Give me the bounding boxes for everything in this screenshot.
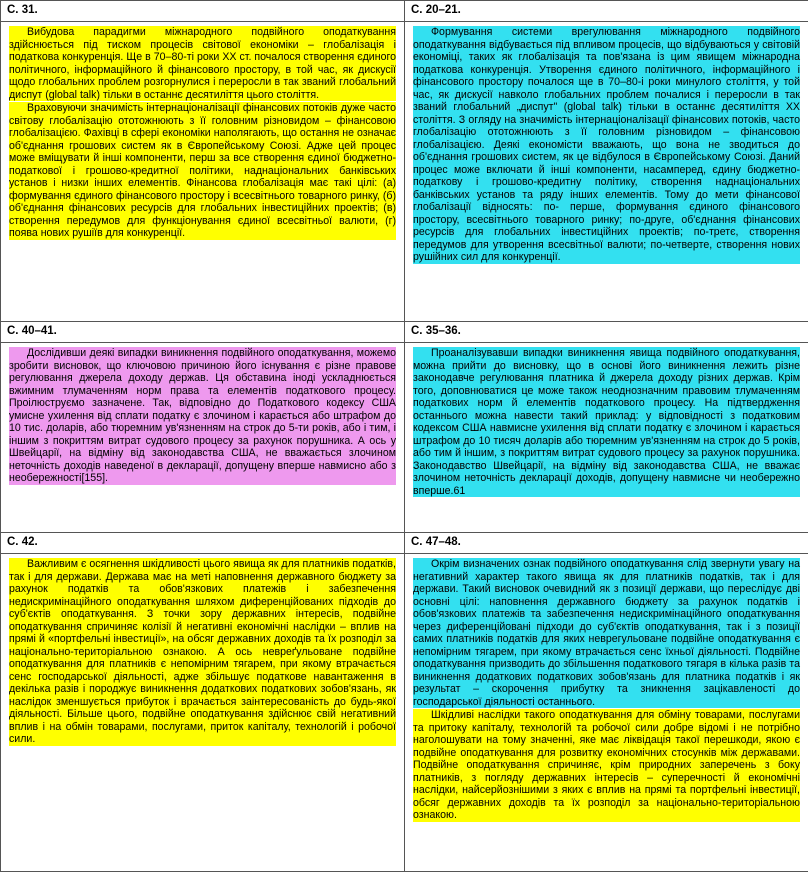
table-row [1, 322, 808, 343]
text-cell [1, 22, 405, 322]
text-cell [405, 343, 808, 533]
page-ref: С. 20–21. [411, 4, 461, 16]
page-ref: С. 42. [7, 536, 38, 548]
table-row [1, 343, 808, 533]
header-cell [1, 533, 405, 554]
text-block [1, 22, 404, 245]
text-cell [1, 343, 405, 533]
text-block [405, 343, 808, 502]
header-cell [405, 1, 808, 22]
paragraph: Формування системи врегулювання міжнародного подвійного оподаткування відбувається під впливом процесів, що відбуваються у світовій економіці, таких як глобалізація та пов'язана із цим явищем міжнародна податкова конкуренція. Утворення єдиного політичного, інформаційного і фінансового простору почалося ще в 70–80-і роки минулого століття, у той час, як дискусії навколо глобальних проблем почалися і переросли в так званий глобальний „диспут" (global talk) тільки в останнє десятиліття XX століття. З огляду на значимість інтернаціоналізації фінансових потоків, часто глобалізацію ототожнюють з її головним різновидом – фінансовою глобалізацією. Деякі економісти вважають, що вона не зводиться до об'єднання грошових систем, як це відбулося в Європейському Союзі. Даний процес може включати й інші компоненти, насамперед, єдину бюджетно-податкову і грошово-кредитну політику, створення наднаціональних банківських установ та ряду інших елементів. Тому до мети фінансової глобалізації відносять: по- перше, формування єдиного фінансового простору, всесвітнього товарного ринку; по-друге, об'єднання фінансових ресурсів для глобальних інвестиційних проектів; по-третє, створення передумов для утворення всесвітньої валюти; по-четверте, створення нових рушійних сил для конкуренції. [413, 26, 800, 263]
page-ref: С. 40–41. [7, 325, 57, 337]
paragraph: Окрім визначених ознак подвійного оподаткування слід звернути увагу на негативний характер такого явища як для платників податків, так і для держави. Такий висновок очевидний як з позиції держави, що переслідує дві основні цілі: наповнення державного бюджету за рахунок податків і обов'язкових платежів та забезпечення недискримінаційного оподаткування через диференційовані підходи до суб'єктів оподаткування, так і з позиції самих платників податків для яких неврегульоване подвійне оподаткування є непомірним тягарем, при якому втрачається сенс їхньої діяльності. Подвійне оподаткування призводить до збільшення податкового тягаря в кілька разів та виникнення додаткових податкових зобов'язань для платника податків і як результат – скорочення прибутку та зникнення зацікавленості до господарської діяльності останнього. [413, 558, 800, 708]
paragraph: Шкідливі наслідки такого оподаткування для обміну товарами, послугами та притоку капіталу, технологій та робочої сили добре відомі і не потрібно наголошувати на тому значенні, яке має ліквідація такої перешкоди, якою є подвійне оподаткування для розвитку економічних стосунків між державами. Подвійне оподаткування спричиняє, крім природних заперечень з боку платників, з погляду державних інтересів – суперечності й економічні наслідки, найсерйознішими з яких є вплив на прямі та портфельні інвестиції, обсяг державних доходів та їх розподіл за національно-територіальною ознакою. [413, 709, 800, 821]
text-block [405, 554, 808, 827]
table-row [1, 533, 808, 554]
table-row [1, 1, 808, 22]
paragraph: Проаналізувавши випадки виникнення явища подвійного оподаткування, можна прийти до висновку, що в основі його виникнення лежить різне законодавче регулювання платника й джерела доходу різних держав. Крім того, доповнюватися це може також неоднозначним правовим тлумаченням податкових норм й елементів податкового процесу. На підтвердження останнього можна навести такий приклад: у відповідності з податковим кодексом США навмисне ухилення від сплати податку є злочином і карається штрафом до 10 тисяч доларів або тюремним ув'язненням на строк до 5 років, або тим й іншим, з покриттям витрат судового процесу за рахунок порушника. Законодавство Швейцарії, на відміну від законодавства США, не вважає злочином неточність декларації доходів, допущену навмисне чи необережно вперше.61 [413, 347, 800, 497]
page-ref: С. 47–48. [411, 536, 461, 548]
paragraph: Важливим є осягнення шкідливості цього явища як для платників податків, так і для держави. Держава має на меті наповнення державного бюджету за рахунок податків та обов'язкових платежів і забезпечення недискримінаційного оподаткування шляхом диференційованих підходів до суб'єктів оподаткування. З точки зору державних інтересів, подвійне оподаткування спричиняє колізії й негативні економічні наслідки – вплив на прямі й «портфельні інвестиції», на обсяг державних доходів та їх розподіл за національно-територіальною ознакою. А ось невреґульоване подвійне оподаткування для платників є непомірним тягарем, при якому втрачається сенс господарської діяльності, адже збільшує податкове навантаження в декілька разів і породжує виникнення додаткових податкових зобов'язань, як наслідок зменшується прибуток і врачається заінтересованість до будь-якої діяльності. Більше цього, подвійне оподаткування здійснює свій негативний вплив і на обмін товарами, послугами, приток капіталу, технологій і робочої сили. [9, 558, 396, 745]
text-cell [1, 554, 405, 872]
paragraph: Вибудова парадигми міжнародного подвійного оподаткування здійснюється під тиском процесів світової економіки – глобалізація і податкова конкуренція. Ще в 70–80-ті роки XX ст. почалося створення єдиного політичного, інформаційного й фінансового простору, в той час, як дискусії щодо глобальних проблем розгорнулися і переросли в так званий глобальний диспут (global talk) тільки в останнє десятиліття цього століття. [9, 26, 396, 101]
text-block [1, 554, 404, 751]
text-block [1, 343, 404, 490]
header-cell [1, 322, 405, 343]
table-row [1, 22, 808, 322]
page-ref: С. 31. [7, 4, 38, 16]
header-cell [1, 1, 405, 22]
header-cell [405, 322, 808, 343]
text-block [405, 22, 808, 269]
paragraph: Дослідивши деякі випадки виникнення подвійного оподаткування, можемо зробити висновок, що ключовою причиною його існування є різне правове регулювання джерела доходу держав. Ця обставина іноді ускладнюється вжимним тлумаченням норм права та елементів податкового процесу. Проілюструємо зазначене. Так, відповідно до Податкового кодексу США умисне ухилення від сплати податку є злочином і карається або штрафом до 10 тис. доларів, або тюремним ув'язненням на строк до 5-ти років, або і тим, і іншим з покриттям витрат судового процесу за рахунок порушника. А ось у Швейцарії, на відміну від законодавства США, не вважається злочином неточність доходів наведеної в декларації, допущену вперше навмисно або з необережності[155]. [9, 347, 396, 484]
text-cell [405, 22, 808, 322]
page-ref: С. 35–36. [411, 325, 461, 337]
paragraph: Враховуючи значимість інтернаціоналізації фінансових потоків дуже часто світову глобалізацію ототожнюють з її головним різновидом – фінансовою глобалізацією. Фахівці в сфері економіки наполягають, що остання не означає об'єднання грошових систем як в Європейському Союзі. Адже цей процес може вміщувати й інші компоненти, перш за все створення єдиної бюджетно-податкової і грошово-кредитної політики, наднаціональних банківських установ і низки інших елементів. Фінансова глобалізація має такі цілі: (а) формування єдиного фінансового простору і всесвітнього товарного ринку, (б) об'єднання фінансових ресурсів для глобальних інвестиційних проектів; (в) створення передумов для функціонування єдиної всесвітньої валюти, (г) поява нових рушіїв для конкуренції. [9, 102, 396, 239]
header-cell [405, 533, 808, 554]
table-row [1, 554, 808, 872]
text-cell [405, 554, 808, 872]
